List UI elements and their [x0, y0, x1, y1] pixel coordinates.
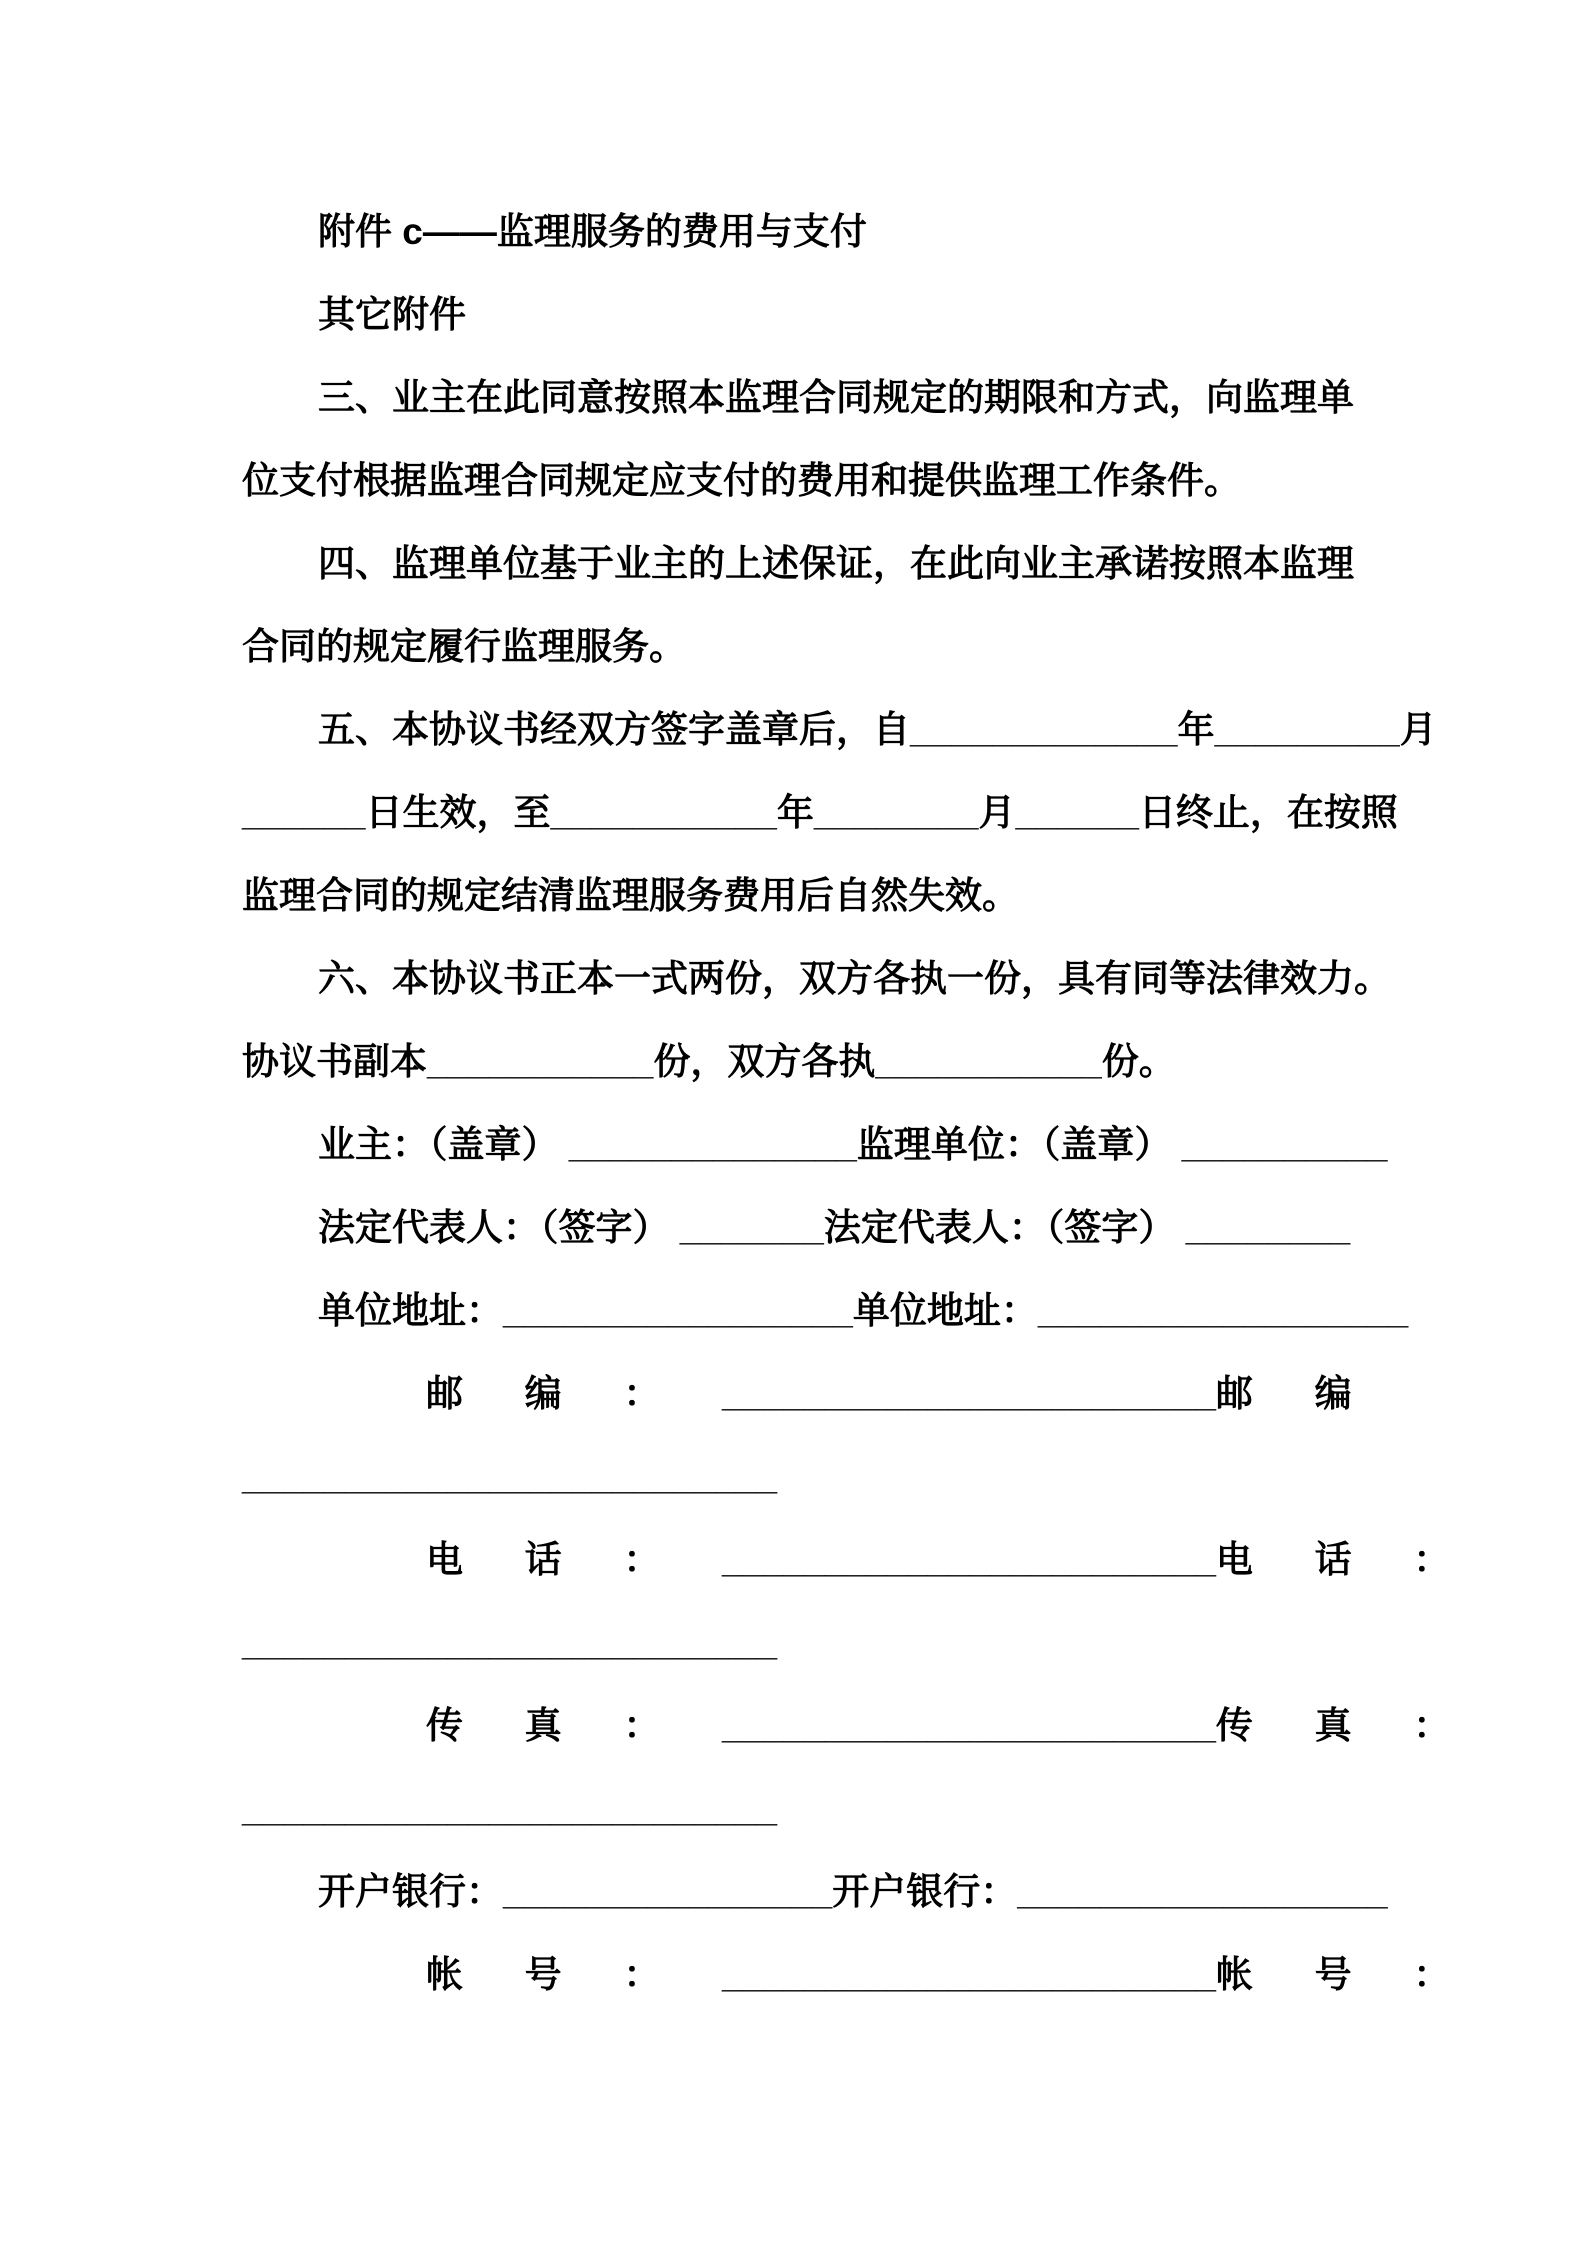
line-clause-3-part-1: 三、业主在此同意按照本监理合同规定的期限和方式，向监理单: [318, 377, 1354, 418]
line-postal-code: 邮 编 ： ________________________邮 编: [426, 1373, 1352, 1414]
line-clause-4-part-1: 四、监理单位基于业主的上述保证，在此向业主承诺按照本监理: [318, 543, 1354, 584]
line-owner-and-supervisor-seal: 业主：（盖章） ______________监理单位：（盖章） __________: [318, 1124, 1388, 1165]
line-clause-4-part-2: 合同的规定履行监理服务。: [242, 626, 686, 667]
line-clause-5-part-3: 监理合同的规定结清监理服务费用后自然失效。: [242, 875, 1019, 916]
line-phone: 电 话 ： ________________________电 话 ：: [426, 1539, 1451, 1580]
line-clause-5-part-2: ______日生效，至___________年________月______日终止，在按照: [242, 792, 1398, 833]
line-phone-blank-continuation: __________________________: [242, 1622, 778, 1663]
line-clause-3-part-2: 位支付根据监理合同规定应支付的费用和提供监理工作条件。: [242, 460, 1241, 501]
line-clause-6-part-2: 协议书副本___________份，双方各执___________份。: [242, 1041, 1176, 1082]
line-other-attachments: 其它附件: [318, 294, 466, 335]
line-opening-banks: 开户银行：________________开户银行：__________________: [318, 1871, 1388, 1912]
line-postal-code-blank-continuation: __________________________: [242, 1456, 778, 1497]
line-fax-blank-continuation: __________________________: [242, 1788, 778, 1829]
line-clause-5-part-1: 五、本协议书经双方签字盖章后，自_____________年_________月: [318, 709, 1437, 750]
line-fax: 传 真 ： ________________________传 真 ：: [426, 1705, 1451, 1746]
line-clause-6-part-1: 六、本协议书正本一式两份，双方各执一份，具有同等法律效力。: [318, 958, 1391, 999]
line-attachment-c: 附件 c——监理服务的费用与支付: [318, 211, 867, 252]
contract-text-block: [242, 0, 1451, 2016]
line-legal-representative-signature: 法定代表人：（签字） _______法定代表人：（签字） ________: [318, 1207, 1351, 1248]
line-unit-addresses: 单位地址：_________________单位地址：__________________: [318, 1290, 1409, 1331]
line-account-numbers: 帐 号 ： ________________________帐 号 ：: [426, 1954, 1451, 1995]
